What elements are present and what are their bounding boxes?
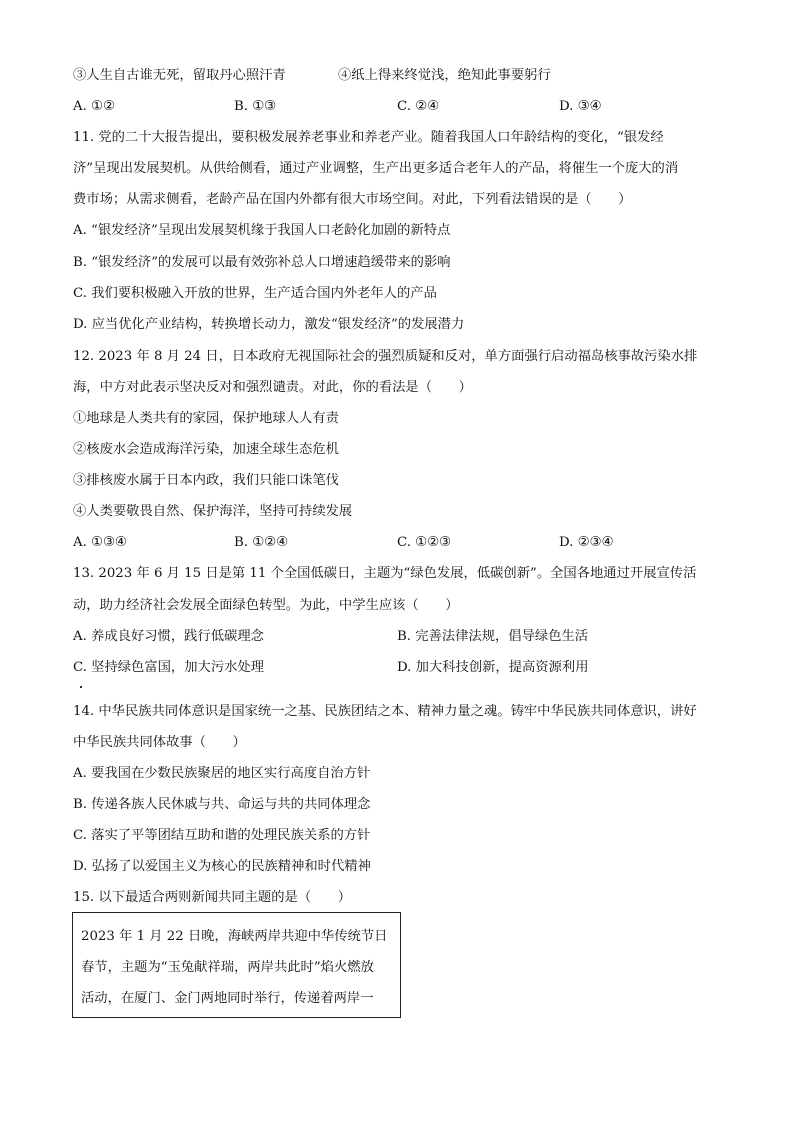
q15-stem: 15. 以下最适合两则新闻共同主题的是（ ） bbox=[73, 890, 352, 905]
q15-news-line-2: 春节，主题为“玉兔献祥瑞，两岸共此时”焰火燃放 bbox=[81, 960, 374, 975]
q12-stem-line-1: 12. 2023 年 8 月 24 日，日本政府无视国际社会的强烈质疑和反对，单方面强行启动福岛核事故污染水排 bbox=[73, 349, 698, 364]
q10-option-d: D. ③④ bbox=[559, 99, 602, 114]
q10-option-c: C. ②④ bbox=[397, 99, 439, 114]
q11-stem-line-2: 济”呈现出发展契机。从供给侧看，通过产业调整，生产出更多适合老年人的产品，将催生一个庞大的消 bbox=[73, 161, 679, 176]
q14-stem-line-1: 14. 中华民族共同体意识是国家统一之基、民族团结之本、精神力量之魂。铸牢中华民族共同体意识，讲好 bbox=[73, 704, 697, 719]
q14-option-c: C. 落实了平等团结互助和谐的处理民族关系的方针 bbox=[73, 828, 371, 843]
q13-stem-line-1: 13. 2023 年 6 月 15 日是第 11 个全国低碳日，主题为“绿色发展，低碳创新”。全国各地通过开展宣传活 bbox=[73, 566, 697, 581]
q11-option-b: B. “银发经济”的发展可以最有效弥补总人口增速趋缓带来的影响 bbox=[73, 255, 451, 270]
q10-item-3: ③人生自古谁无死，留取丹心照汗青 bbox=[73, 68, 286, 83]
q10-item-4: ④纸上得来终觉浅，绝知此事要躬行 bbox=[338, 68, 551, 83]
q14-stem-line-2: 中华民族共同体故事（ ） bbox=[73, 735, 246, 750]
q11-stem-line-3: 费市场；从需求侧看，老龄产品在国内外都有很大市场空间。对此，下列看法错误的是（ ） bbox=[73, 192, 632, 207]
q14-option-b: B. 传递各族人民休戚与共、命运与共的共同体理念 bbox=[73, 797, 371, 812]
stray-dot bbox=[80, 686, 82, 688]
q15-news-box bbox=[72, 912, 401, 1018]
q13-option-a: A. 养成良好习惯，践行低碳理念 bbox=[73, 629, 264, 644]
q13-option-b: B. 完善法律法规，倡导绿色生活 bbox=[397, 629, 589, 644]
q12-item-1: ①地球是人类共有的家园，保护地球人人有责 bbox=[73, 411, 339, 426]
q15-news-line-1: 2023 年 1 月 22 日晚，海峡两岸共迎中华传统节日 bbox=[81, 929, 388, 944]
q12-item-4: ④人类要敬畏自然、保护海洋，坚持可持续发展 bbox=[73, 504, 353, 519]
q14-option-a: A. 要我国在少数民族聚居的地区实行高度自治方针 bbox=[73, 766, 371, 781]
q12-option-d: D. ②③④ bbox=[559, 535, 614, 550]
q10-option-a: A. ①② bbox=[73, 99, 115, 114]
q11-stem-line-1: 11. 党的二十大报告提出，要积极发展养老事业和养老产业。随着我国人口年龄结构的变化，“银发经 bbox=[73, 130, 664, 145]
q14-option-d: D. 弘扬了以爱国主义为核心的民族精神和时代精神 bbox=[73, 859, 371, 874]
q10-option-b: B. ①③ bbox=[234, 99, 277, 114]
q11-option-d: D. 应当优化产业结构，转换增长动力，激发“银发经济”的发展潜力 bbox=[73, 317, 465, 332]
q11-option-a: A. “银发经济”呈现出发展契机缘于我国人口老龄化加剧的新特点 bbox=[73, 223, 451, 238]
q12-option-b: B. ①②④ bbox=[234, 535, 288, 550]
q12-item-2: ②核废水会造成海洋污染，加速全球生态危机 bbox=[73, 442, 339, 457]
q13-option-d: D. 加大科技创新，提高资源利用 bbox=[397, 660, 589, 675]
q12-option-a: A. ①③④ bbox=[73, 535, 127, 550]
q12-stem-line-2: 海，中方对此表示坚决反对和强烈谴责。对此，你的看法是（ ） bbox=[73, 380, 472, 395]
q12-option-c: C. ①②③ bbox=[397, 535, 451, 550]
q13-stem-line-2: 动，助力经济社会发展全面绿色转型。为此，中学生应该（ ） bbox=[73, 598, 459, 613]
q11-option-c: C. 我们要积极融入开放的世界，生产适合国内外老年人的产品 bbox=[73, 286, 437, 301]
q13-option-c: C. 坚持绿色富国，加大污水处理 bbox=[73, 660, 265, 675]
q15-news-line-3: 活动，在厦门、金门两地同时举行，传递着两岸一 bbox=[81, 991, 374, 1006]
q12-item-3: ③排核废水属于日本内政，我们只能口诛笔伐 bbox=[73, 473, 339, 488]
